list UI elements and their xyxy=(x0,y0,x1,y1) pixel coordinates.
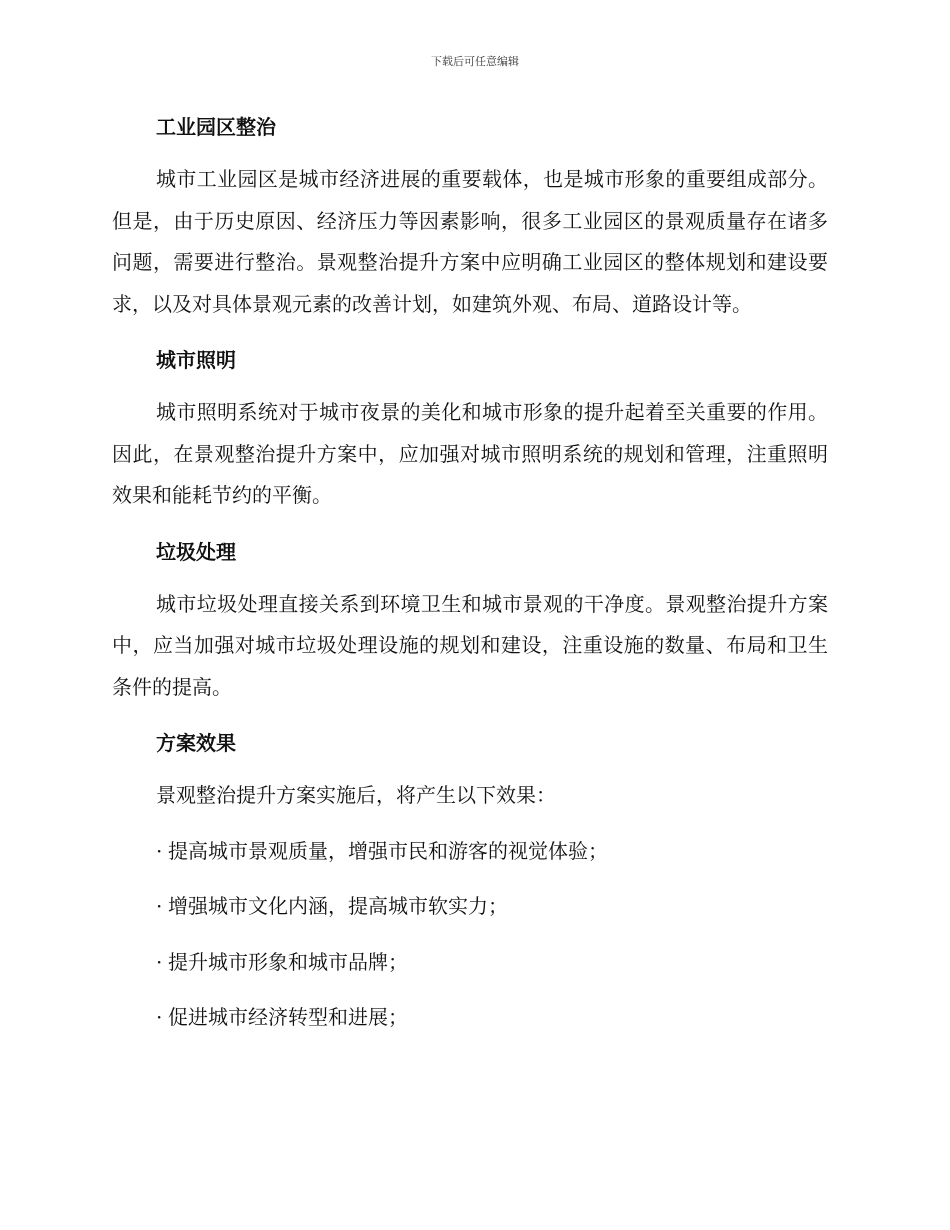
effects-bullet-list xyxy=(112,831,828,1039)
section-heading-industrial-park: 工业园区整治 xyxy=(156,115,276,139)
bullet-marker: · xyxy=(156,949,163,974)
list-item-text: 提高城市景观质量，增强市民和游客的视觉体验； xyxy=(168,838,608,863)
paragraph-plan-effects-intro: 景观整治提升方案实施后，将产生以下效果： xyxy=(156,783,556,807)
list-item-text: 增强城市文化内涵，提高城市软实力； xyxy=(168,894,508,918)
list-item xyxy=(112,886,828,928)
document-body xyxy=(112,106,828,1053)
list-item xyxy=(112,997,828,1039)
section-heading-plan-effects: 方案效果 xyxy=(156,731,236,755)
paragraph-city-lighting: 城市照明系统对于城市夜景的美化和城市形象的提升起着至关重要的作用。因此，在景观整治提升方案中，应加强对城市照明系统的规划和管理，注重照明效果和能耗节约的平衡。 xyxy=(112,400,828,507)
section-heading-city-lighting: 城市照明 xyxy=(156,348,236,372)
bullet-marker: · xyxy=(156,838,163,863)
list-item-text: 促进城市经济转型和进展； xyxy=(168,1005,408,1029)
list-item xyxy=(112,942,828,984)
bullet-marker: · xyxy=(156,894,163,918)
bullet-marker: · xyxy=(156,1005,163,1029)
section-heading-garbage-disposal: 垃圾处理 xyxy=(156,539,236,564)
page-header: 下载后可任意编辑 xyxy=(431,55,519,68)
list-item-text: 提升城市形象和城市品牌； xyxy=(168,949,408,974)
paragraph-garbage-disposal: 城市垃圾处理直接关系到环境卫生和城市景观的干净度。景观整治提升方案中，应当加强对城市垃圾处理设施的规划和建设，注重设施的数量、布局和卫生条件的提高。 xyxy=(112,591,828,699)
list-item xyxy=(112,831,828,873)
paragraph-industrial-park: 城市工业园区是城市经济进展的重要载体，也是城市形象的重要组成部分。但是，由于历史原因、经济压力等因素影响，很多工业园区的景观质量存在诸多问题，需要进行整治。景观整治提升方案中应明确工业园区的整体规划和建设要求，以及对具体景观元素的改善计划，如建筑外观、布局、道路设计等。 xyxy=(112,167,828,316)
